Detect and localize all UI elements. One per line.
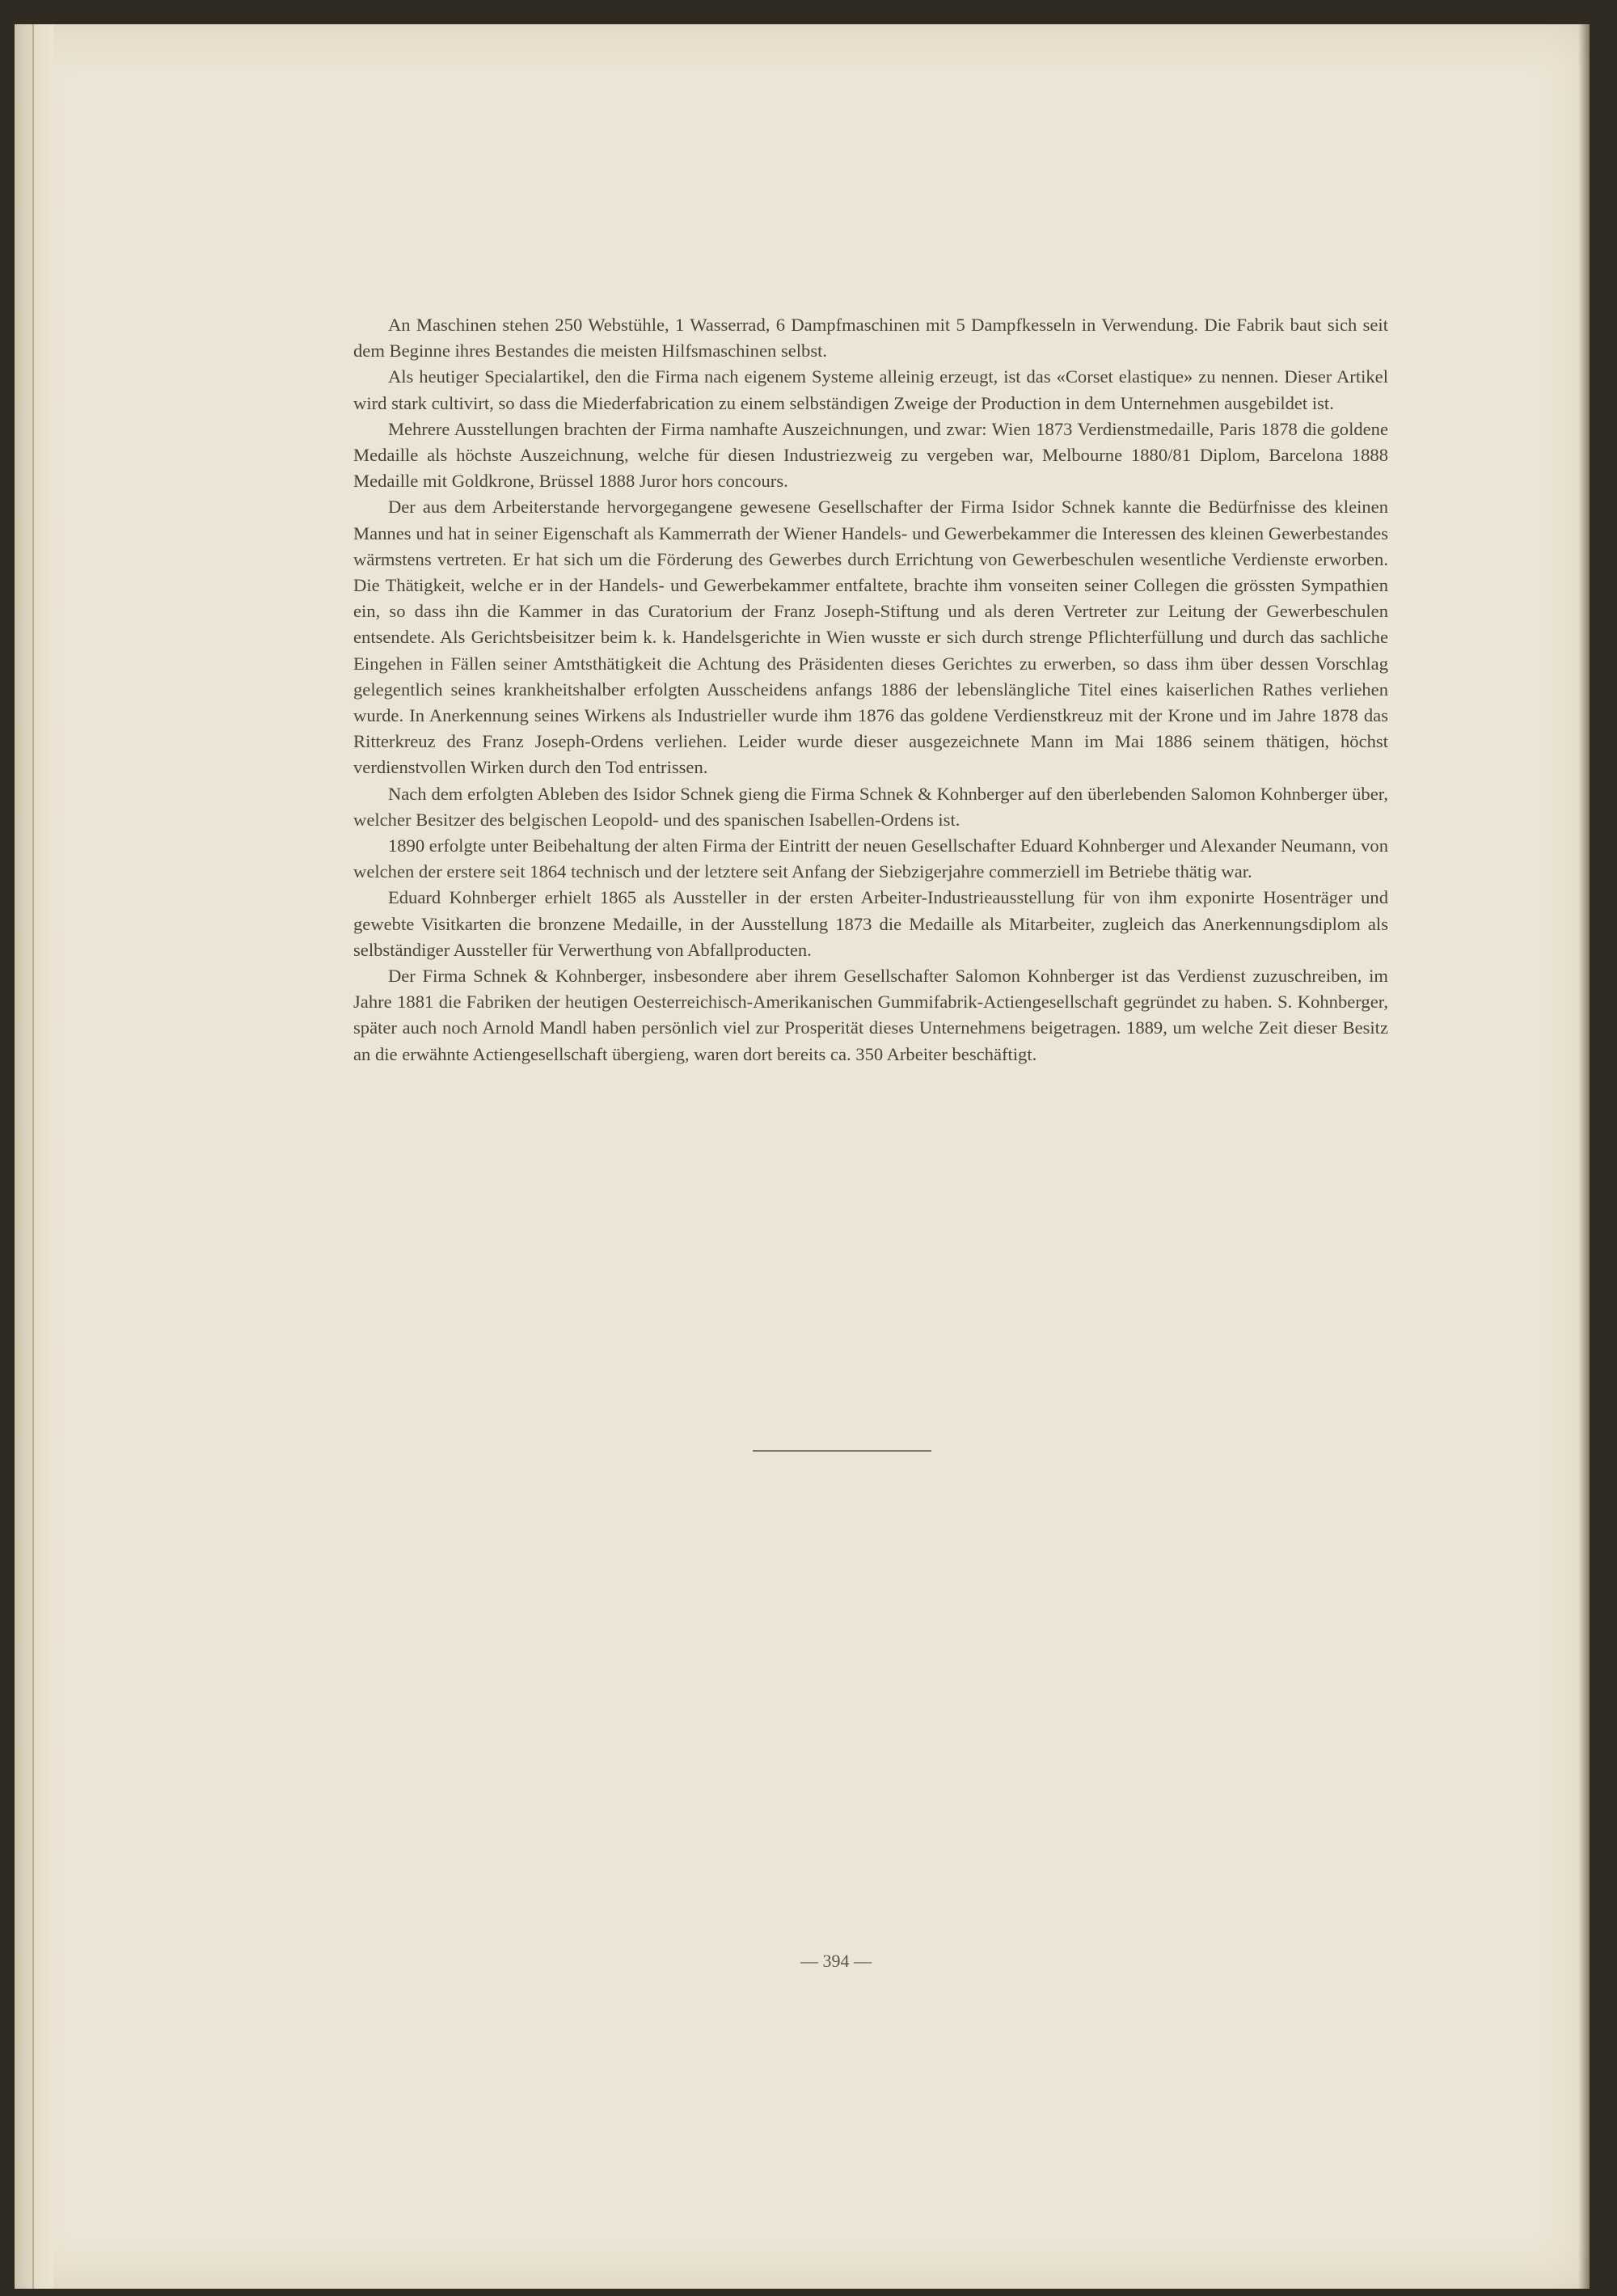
paragraph-new-partners: 1890 erfolgte unter Beibehaltung der alten Firma der Eintritt der neuen Gesellschafter Eduard Kohnberger und Alexander Neumann, von welchen der erstere seit 1864 technisch und der letztere seit Anfang der Siebzigerjahre commerziell im Betriebe thätig war. xyxy=(353,835,1388,882)
paragraph-special-article: Als heutiger Specialartikel, den die Firma nach eigenem Systeme alleinig erzeugt, ist das «Corset elastique» zu nennen. Dieser Artikel wird stark cultivirt, so dass die Miederfabrication zu einem selbständigen Zweige der Production in dem Unternehmen ausgebildet ist. xyxy=(353,366,1388,413)
paragraph-rubber-factory: Der Firma Schnek & Kohnberger, insbesondere aber ihrem Gesellschafter Salomon Kohnberger ist das Verdienst zuzuschreiben, im Jahre 1881 die Fabriken der heutigen Oesterreichisch-Amerikanischen Gummifabrik-Actiengesellschaft gegründet zu haben. S. Kohnberger, später auch noch Arnold Mandl haben persönlich viel zur Prosperität dieses Unternehmens beigetragen. 1889, um welche Zeit dieser Besitz an die erwähnte Actiengesellschaft übergieng, waren dort bereits ca. 350 Arbeiter beschäftigt. xyxy=(353,966,1388,1064)
page-number: — 394 — xyxy=(800,1951,872,1971)
page-edge-shadow xyxy=(1578,24,1590,2289)
paragraph-machines: An Maschinen stehen 250 Webstühle, 1 Wasserrad, 6 Dampfmaschinen mit 5 Dampfkesseln in Verwendung. Die Fabrik baut sich seit dem Beginne ihres Bestandes die meisten Hilfsmaschinen selbst. xyxy=(353,315,1388,362)
paragraph-exhibitions: Mehrere Ausstellungen brachten der Firma namhafte Auszeichnungen, und zwar: Wien 1873 Verdienstmedaille, Paris 1878 die goldene Medaille als höchste Auszeichnung, welche für diesen Industriezweig zu vergeben war, Melbourne 1880/81 Diplom, Barcelona 1888 Medaille mit Goldkrone, Brüssel 1888 Juror hors concours. xyxy=(353,418,1388,492)
binding-edge xyxy=(15,24,53,2289)
paragraph-eduard-kohnberger: Eduard Kohnberger erhielt 1865 als Aussteller in der ersten Arbeiter-Industrieausstellung für von ihm exponirte Hosenträger und gewebte Visitkarten die bronzene Medaille, in der Ausstellung 1873 die Medaille als Mitarbeiter, zugleich das Anerkennungsdiplom als selbständiger Aussteller für Verwerthung von Abfallproducten. xyxy=(353,887,1388,960)
book-page xyxy=(15,24,1590,2289)
paragraph-isidor-schnek: Der aus dem Arbeiterstande hervorgegangene gewesene Gesellschafter der Firma Isidor Schnek kannte die Bedürfnisse des kleinen Mannes und hat in seiner Eigenschaft als Kammerrath der Wiener Handels- und Gewerbekammer die Interessen des kleinen Gewerbestandes wärmstens vertreten. Er hat sich um die Förderung des Gewerbes durch Errichtung von Gewerbeschulen wesentliche Verdienste erworben. Die Thätigkeit, welche er in der Handels- und Gewerbekammer entfaltete, brachte ihm vonseiten seiner Collegen die grössten Sympathien ein, so dass ihn die Kammer in das Curatorium der Franz Joseph-Stiftung und als deren Vertreter zur Leitung der Gewerbeschulen entsendete. Als Gerichtsbeisitzer beim k. k. Handelsgerichte in Wien wusste er sich durch strenge Pflichterfüllung und durch das sachliche Eingehen in Fällen seiner Amtsthätigkeit die Achtung des Präsidenten dieses Gerichtes zu erwerben, so dass ihm über dessen Vorschlag gelegentlich seines krankheitshalber erfolgten Ausscheidens anfangs 1886 der lebenslängliche Titel eines kaiserlichen Rathes verliehen wurde. In Anerkennung seines Wirkens als Industrieller wurde ihm 1876 das goldene Verdienstkreuz mit der Krone und im Jahre 1878 das Ritterkreuz des Franz Joseph-Ordens verliehen. Leider wurde dieser ausgezeichnete Mann im Mai 1886 seinem thätigen, höchst verdienstvollen Wirken durch den Tod entrissen. xyxy=(353,497,1388,778)
paragraph-succession: Nach dem erfolgten Ableben des Isidor Schnek gieng die Firma Schnek & Kohnberger auf den überlebenden Salomon Kohnberger über, welcher Besitzer des belgischen Leopold- und des spanischen Isabellen-Ordens ist. xyxy=(353,783,1388,830)
body-text xyxy=(353,312,1388,1068)
section-divider xyxy=(753,1450,931,1452)
